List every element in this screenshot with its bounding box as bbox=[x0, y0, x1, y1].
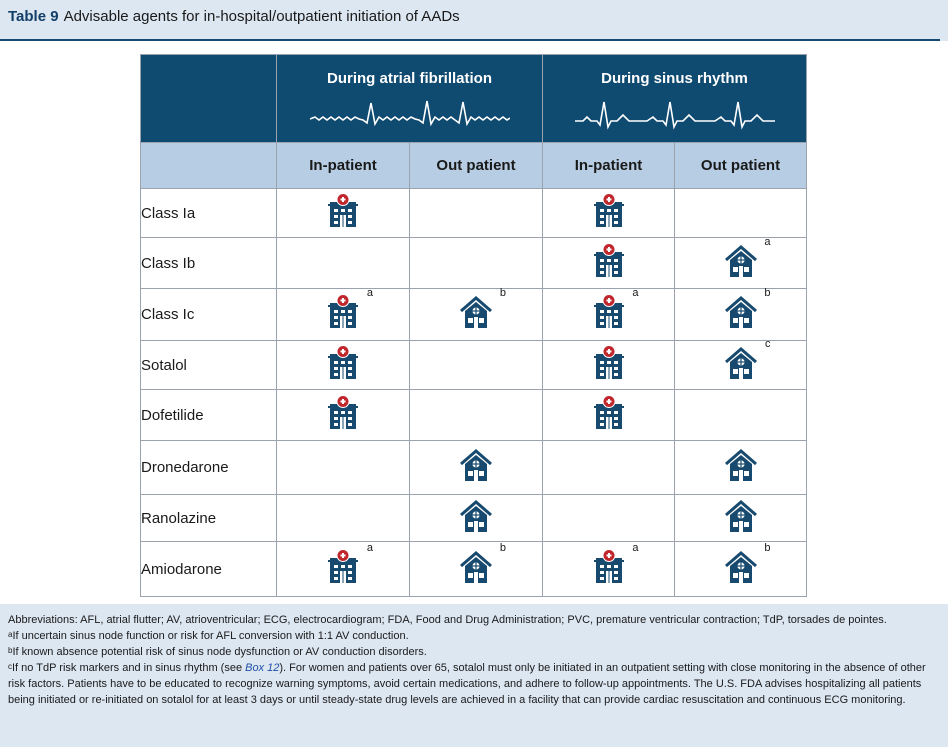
drug-name: Amiodarone bbox=[141, 542, 277, 597]
footnote-marker: a bbox=[366, 287, 373, 299]
table-row bbox=[141, 238, 807, 289]
footnote-c-text-end: ). For women and patients over 65, sotalol must only be initiated in an outpatient setting with close monitoring in the absence of other risk factors. Patients have to be educated to recognize warning symptoms, avoid certain medications, and adhere to follow-up appointments. The U.S. FDA advises hospitalizing all patients being initiated or re-initiated on sotalol for at least 3 days or until steady-state drug levels are achieved in a facility that can provide cardiac resuscitation and continuous ECG monitoring. bbox=[8, 662, 926, 706]
af-ecg-trace-icon bbox=[310, 99, 510, 129]
table-cell bbox=[410, 289, 543, 341]
drug-name: Class Ia bbox=[141, 189, 277, 238]
table-cell bbox=[277, 542, 410, 597]
subheader-sinus-outpatient: Out patient bbox=[675, 143, 807, 189]
table-title bbox=[8, 8, 460, 25]
subheader-corner bbox=[141, 143, 277, 189]
footnote-marker: a bbox=[764, 235, 771, 248]
header-corner bbox=[141, 55, 277, 143]
table-cell bbox=[543, 390, 675, 441]
group-header-sinus bbox=[543, 55, 807, 143]
footnote-a-mark: a bbox=[8, 630, 13, 639]
table-cell bbox=[543, 542, 675, 597]
table-cell bbox=[277, 289, 410, 341]
footnote-a-text: If uncertain sinus node function or risk for AFL conversion with 1:1 AV conduction. bbox=[12, 630, 409, 642]
home-icon bbox=[723, 498, 759, 539]
table-cell bbox=[675, 235, 807, 289]
table-cell bbox=[410, 542, 543, 597]
hospital-icon bbox=[325, 345, 361, 386]
table-cell bbox=[543, 238, 675, 289]
table-body bbox=[141, 189, 807, 597]
table-cell bbox=[410, 495, 543, 542]
table-cell bbox=[277, 238, 410, 289]
table-cell bbox=[543, 189, 675, 238]
table-number: Table 9 bbox=[8, 8, 59, 25]
table-row bbox=[141, 495, 807, 542]
footnote-a bbox=[8, 628, 940, 644]
table-cell bbox=[675, 289, 807, 341]
table-title-bar bbox=[0, 0, 948, 40]
table-caption: Advisable agents for in-hospital/outpatient initiation of AADs bbox=[63, 8, 460, 25]
table-cell bbox=[675, 542, 807, 597]
drug-name: Class Ic bbox=[141, 289, 277, 341]
home-icon bbox=[458, 541, 506, 590]
hospital-icon bbox=[325, 395, 361, 436]
table-cell bbox=[410, 390, 543, 441]
home-icon bbox=[723, 541, 771, 590]
table-row bbox=[141, 289, 807, 341]
table-cell bbox=[675, 495, 807, 542]
group-header-af bbox=[277, 55, 543, 143]
footnote-marker: c bbox=[765, 337, 771, 350]
footnote-marker: b bbox=[764, 541, 771, 554]
hospital-icon bbox=[325, 287, 373, 335]
footnote-marker: a bbox=[632, 287, 639, 299]
table-cell bbox=[410, 238, 543, 289]
sinus-ecg-trace-icon bbox=[575, 99, 775, 131]
home-icon bbox=[458, 447, 494, 488]
table-cell bbox=[277, 441, 410, 495]
home-icon bbox=[458, 498, 494, 539]
drug-name: Dronedarone bbox=[141, 441, 277, 495]
hospital-icon bbox=[591, 541, 639, 590]
footnote-abbreviations: Abbreviations: AFL, atrial flutter; AV, atrioventricular; ECG, electrocardiogram; FDA, Food and Drug Administration; PVC, premature ventricular contraction; TdP, torsades de pointes. bbox=[8, 614, 887, 626]
table-cell bbox=[543, 495, 675, 542]
table-cell bbox=[675, 441, 807, 495]
footnote-b-mark: b bbox=[8, 646, 13, 655]
footnote-marker: b bbox=[764, 287, 771, 299]
table-cell bbox=[675, 189, 807, 238]
home-icon bbox=[723, 337, 771, 386]
hospital-icon bbox=[591, 345, 627, 386]
footnote-marker: a bbox=[632, 541, 639, 554]
table-row bbox=[141, 542, 807, 597]
hospital-icon bbox=[591, 193, 627, 234]
footnote-marker: a bbox=[366, 541, 373, 554]
table-row bbox=[141, 441, 807, 495]
table-row bbox=[141, 189, 807, 238]
table-row bbox=[141, 341, 807, 390]
hospital-icon bbox=[325, 193, 361, 234]
table-cell bbox=[410, 189, 543, 238]
table-row bbox=[141, 390, 807, 441]
table-cell bbox=[543, 289, 675, 341]
footnotes bbox=[0, 612, 940, 708]
subheader-af-inpatient: In-patient bbox=[277, 143, 410, 189]
table-panel bbox=[0, 41, 948, 604]
drug-name: Ranolazine bbox=[141, 495, 277, 542]
home-icon bbox=[723, 235, 771, 284]
table-cell bbox=[277, 341, 410, 390]
footnote-b bbox=[8, 644, 940, 660]
footnote-marker: b bbox=[499, 287, 506, 299]
hospital-icon bbox=[591, 395, 627, 436]
hospital-icon bbox=[591, 243, 627, 284]
table-cell bbox=[410, 341, 543, 390]
home-icon bbox=[458, 287, 506, 335]
subheader-af-outpatient: Out patient bbox=[410, 143, 543, 189]
drug-name: Class Ib bbox=[141, 238, 277, 289]
table-cell bbox=[675, 337, 807, 390]
home-icon bbox=[723, 447, 759, 488]
drug-name: Dofetilide bbox=[141, 390, 277, 441]
hospital-icon bbox=[591, 287, 639, 335]
footnote-c-mark: c bbox=[8, 662, 12, 671]
hospital-icon bbox=[325, 541, 373, 590]
subheader-sinus-inpatient: In-patient bbox=[543, 143, 675, 189]
table-cell bbox=[410, 441, 543, 495]
table-cell bbox=[277, 390, 410, 441]
table-cell bbox=[675, 390, 807, 441]
drug-name: Sotalol bbox=[141, 341, 277, 390]
aad-table bbox=[140, 54, 807, 597]
table-cell bbox=[543, 441, 675, 495]
table-cell bbox=[277, 495, 410, 542]
footnote-b-text: If known absence potential risk of sinus node dysfunction or AV conduction disorders. bbox=[12, 646, 427, 658]
table-cell bbox=[543, 341, 675, 390]
table-cell bbox=[277, 189, 410, 238]
footnote-c bbox=[8, 660, 940, 708]
footnote-marker: b bbox=[499, 541, 506, 554]
group-label-af: During atrial fibrillation bbox=[327, 70, 493, 87]
group-label-sinus: During sinus rhythm bbox=[601, 70, 748, 87]
home-icon bbox=[723, 287, 771, 335]
footnote-c-text-start: If no TdP risk markers and in sinus rhythm (see bbox=[12, 662, 246, 674]
box-12-link[interactable]: Box 12 bbox=[245, 662, 280, 674]
